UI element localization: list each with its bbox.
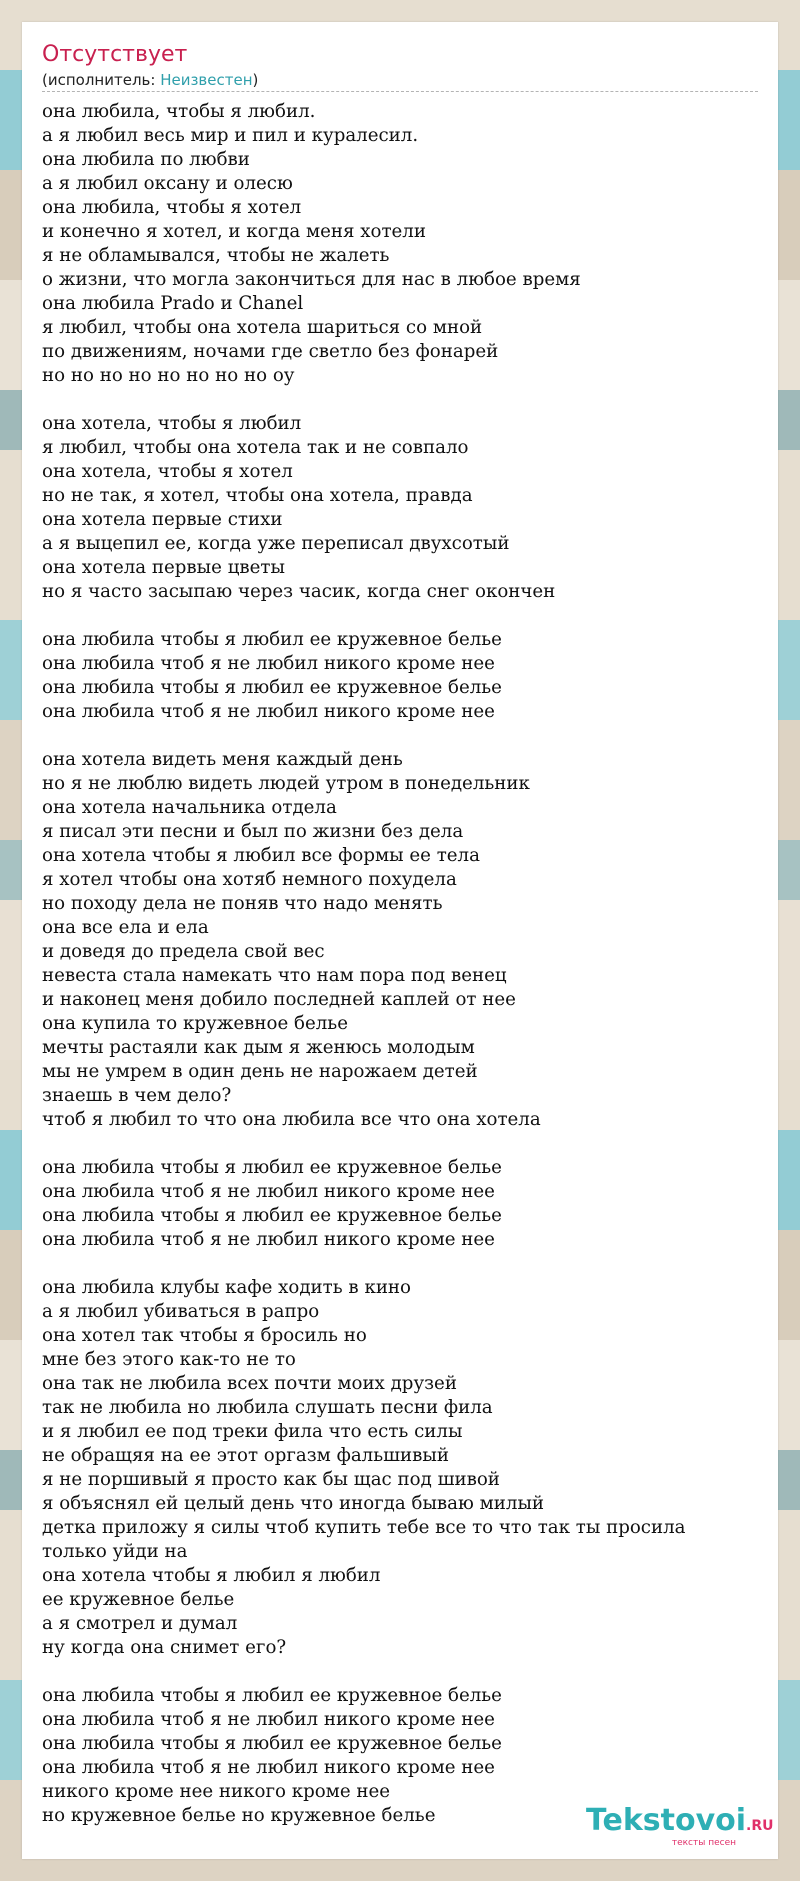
logo-name: Tekstovoi — [586, 1803, 747, 1838]
lyric-line: но я не люблю видеть людей утром в понедельник — [42, 773, 530, 794]
lyric-line: так не любила но любила слушать песни фила — [42, 1397, 493, 1418]
lyric-line: она хотела первые стихи — [42, 509, 283, 530]
lyric-line: по движениям, ночами где светло без фонарей — [42, 341, 499, 362]
performer-prefix: (исполнитель: — [42, 71, 161, 89]
lyric-line: а я любил оксану и олесю — [42, 173, 293, 194]
lyric-line: она любила клубы кафе ходить в кино — [42, 1277, 412, 1298]
lyric-line: она любила, чтобы я любил. — [42, 101, 316, 122]
lyric-line: ее кружевное белье — [42, 1589, 235, 1610]
lyric-line: чтоб я любил то что она любила все что она хотела — [42, 1109, 541, 1130]
lyric-line: мне без этого как-то не то — [42, 1349, 296, 1370]
lyric-line: не обращяя на ее этот оргазм фальшивый — [42, 1445, 449, 1466]
lyric-line: она любила чтобы я любил ее кружевное белье — [42, 1157, 502, 1178]
lyric-line: она любила чтобы я любил ее кружевное белье — [42, 1685, 502, 1706]
lyric-line: она купила то кружевное белье — [42, 1013, 348, 1034]
lyric-line: и доведя до предела свой вес — [42, 941, 325, 962]
stanza-break — [42, 604, 772, 628]
lyric-line: я не поршивый я просто как бы щас под шивой — [42, 1469, 500, 1490]
lyric-line: только уйди на — [42, 1541, 188, 1562]
lyric-line: она хотела видеть меня каждый день — [42, 749, 403, 770]
lyric-line: она любила чтоб я не любил никого кроме нее — [42, 1757, 495, 1778]
performer-line — [42, 70, 758, 92]
stanza-break — [42, 1252, 772, 1276]
site-logo[interactable] — [586, 1803, 774, 1848]
lyric-line: а я выцепил ее, когда уже переписал двухсотый — [42, 533, 510, 554]
lyric-line: а я смотрел и думал — [42, 1613, 238, 1634]
lyric-line: она все ела и ела — [42, 917, 209, 938]
lyric-line: она хотел так чтобы я бросиль но — [42, 1325, 367, 1346]
lyric-line: она хотела чтобы я любил все формы ее тела — [42, 845, 480, 866]
lyric-line: мечты растаяли как дым я женюсь молодым — [42, 1037, 475, 1058]
lyric-line: ну когда она снимет его? — [42, 1637, 287, 1658]
lyric-line: она любила чтоб я не любил никого кроме нее — [42, 1229, 495, 1250]
lyric-line: она любила по любви — [42, 149, 250, 170]
stanza-break — [42, 1132, 772, 1156]
lyric-line: она любила чтобы я любил ее кружевное белье — [42, 1205, 502, 1226]
lyric-line: я объяснял ей целый день что иногда бываю милый — [42, 1493, 545, 1514]
stanza-break — [42, 388, 772, 412]
lyric-line: никого кроме нее никого кроме нее — [42, 1781, 391, 1802]
logo-wordmark — [586, 1803, 774, 1842]
lyric-line: я писал эти песни и был по жизни без дела — [42, 821, 464, 842]
lyric-line: о жизни, что могла закончиться для нас в любое время — [42, 269, 581, 290]
lyric-line: мы не умрем в один день не нарожаем детей — [42, 1061, 478, 1082]
lyric-line: но не так, я хотел, чтобы она хотела, правда — [42, 485, 473, 506]
lyric-line: и я любил ее под треки фила что есть силы — [42, 1421, 463, 1442]
lyric-line: она любила чтоб я не любил никого кроме нее — [42, 1709, 495, 1730]
lyric-line: а я любил убиваться в рапро — [42, 1301, 320, 1322]
lyric-line: она любила чтобы я любил ее кружевное белье — [42, 1733, 502, 1754]
lyric-line: она любила чтобы я любил ее кружевное белье — [42, 629, 502, 650]
lyric-line: она хотела начальника отдела — [42, 797, 337, 818]
lyric-line: она любила чтоб я не любил никого кроме нее — [42, 653, 495, 674]
lyric-line: детка приложу я силы чтоб купить тебе все то что так ты просила — [42, 1517, 686, 1538]
lyrics-card — [22, 22, 778, 1859]
lyric-line: и конечно я хотел, и когда меня хотели — [42, 221, 426, 242]
lyric-line: она хотела, чтобы я хотел — [42, 461, 293, 482]
lyric-line: а я любил весь мир и пил и куралесил. — [42, 125, 419, 146]
logo-tld: .RU — [746, 1818, 774, 1834]
song-title: Отсутствует — [42, 42, 188, 67]
lyric-line: но но но но но но но но оу — [42, 365, 295, 386]
lyric-line: она любила, чтобы я хотел — [42, 197, 302, 218]
artist-link[interactable]: Неизвестен — [160, 71, 253, 89]
lyric-line: она любила чтоб я не любил никого кроме нее — [42, 701, 495, 722]
lyric-line: она любила Prado и Chanel — [42, 293, 304, 314]
lyric-line: но я часто засыпаю через часик, когда снег окончен — [42, 581, 556, 602]
lyric-line: но кружевное белье но кружевное белье — [42, 1805, 436, 1826]
lyric-line: я не обламывался, чтобы не жалеть — [42, 245, 390, 266]
lyric-line: она любила чтоб я не любил никого кроме нее — [42, 1181, 495, 1202]
lyric-line: она хотела, чтобы я любил — [42, 413, 302, 434]
lyric-line: и наконец меня добило последней каплей от нее — [42, 989, 516, 1010]
lyric-line: невеста стала намекать что нам пора под венец — [42, 965, 507, 986]
lyrics-text — [42, 100, 772, 1828]
stanza-break — [42, 724, 772, 748]
lyric-line: она хотела первые цветы — [42, 557, 285, 578]
lyric-line: знаешь в чем дело? — [42, 1085, 232, 1106]
performer-suffix: ) — [252, 71, 259, 89]
lyric-line: она любила чтобы я любил ее кружевное белье — [42, 677, 502, 698]
lyric-line: она хотела чтобы я любил я любил — [42, 1565, 381, 1586]
lyric-line: я любил, чтобы она хотела шариться со мной — [42, 317, 483, 338]
lyric-line: я хотел чтобы она хотяб немного похудела — [42, 869, 457, 890]
lyric-line: она так не любила всех почти моих друзей — [42, 1373, 457, 1394]
lyric-line: но походу дела не поняв что надо менять — [42, 893, 443, 914]
lyric-line: я любил, чтобы она хотела так и не совпало — [42, 437, 469, 458]
stanza-break — [42, 1660, 772, 1684]
logo-tagline: тексты песен — [671, 1838, 736, 1848]
